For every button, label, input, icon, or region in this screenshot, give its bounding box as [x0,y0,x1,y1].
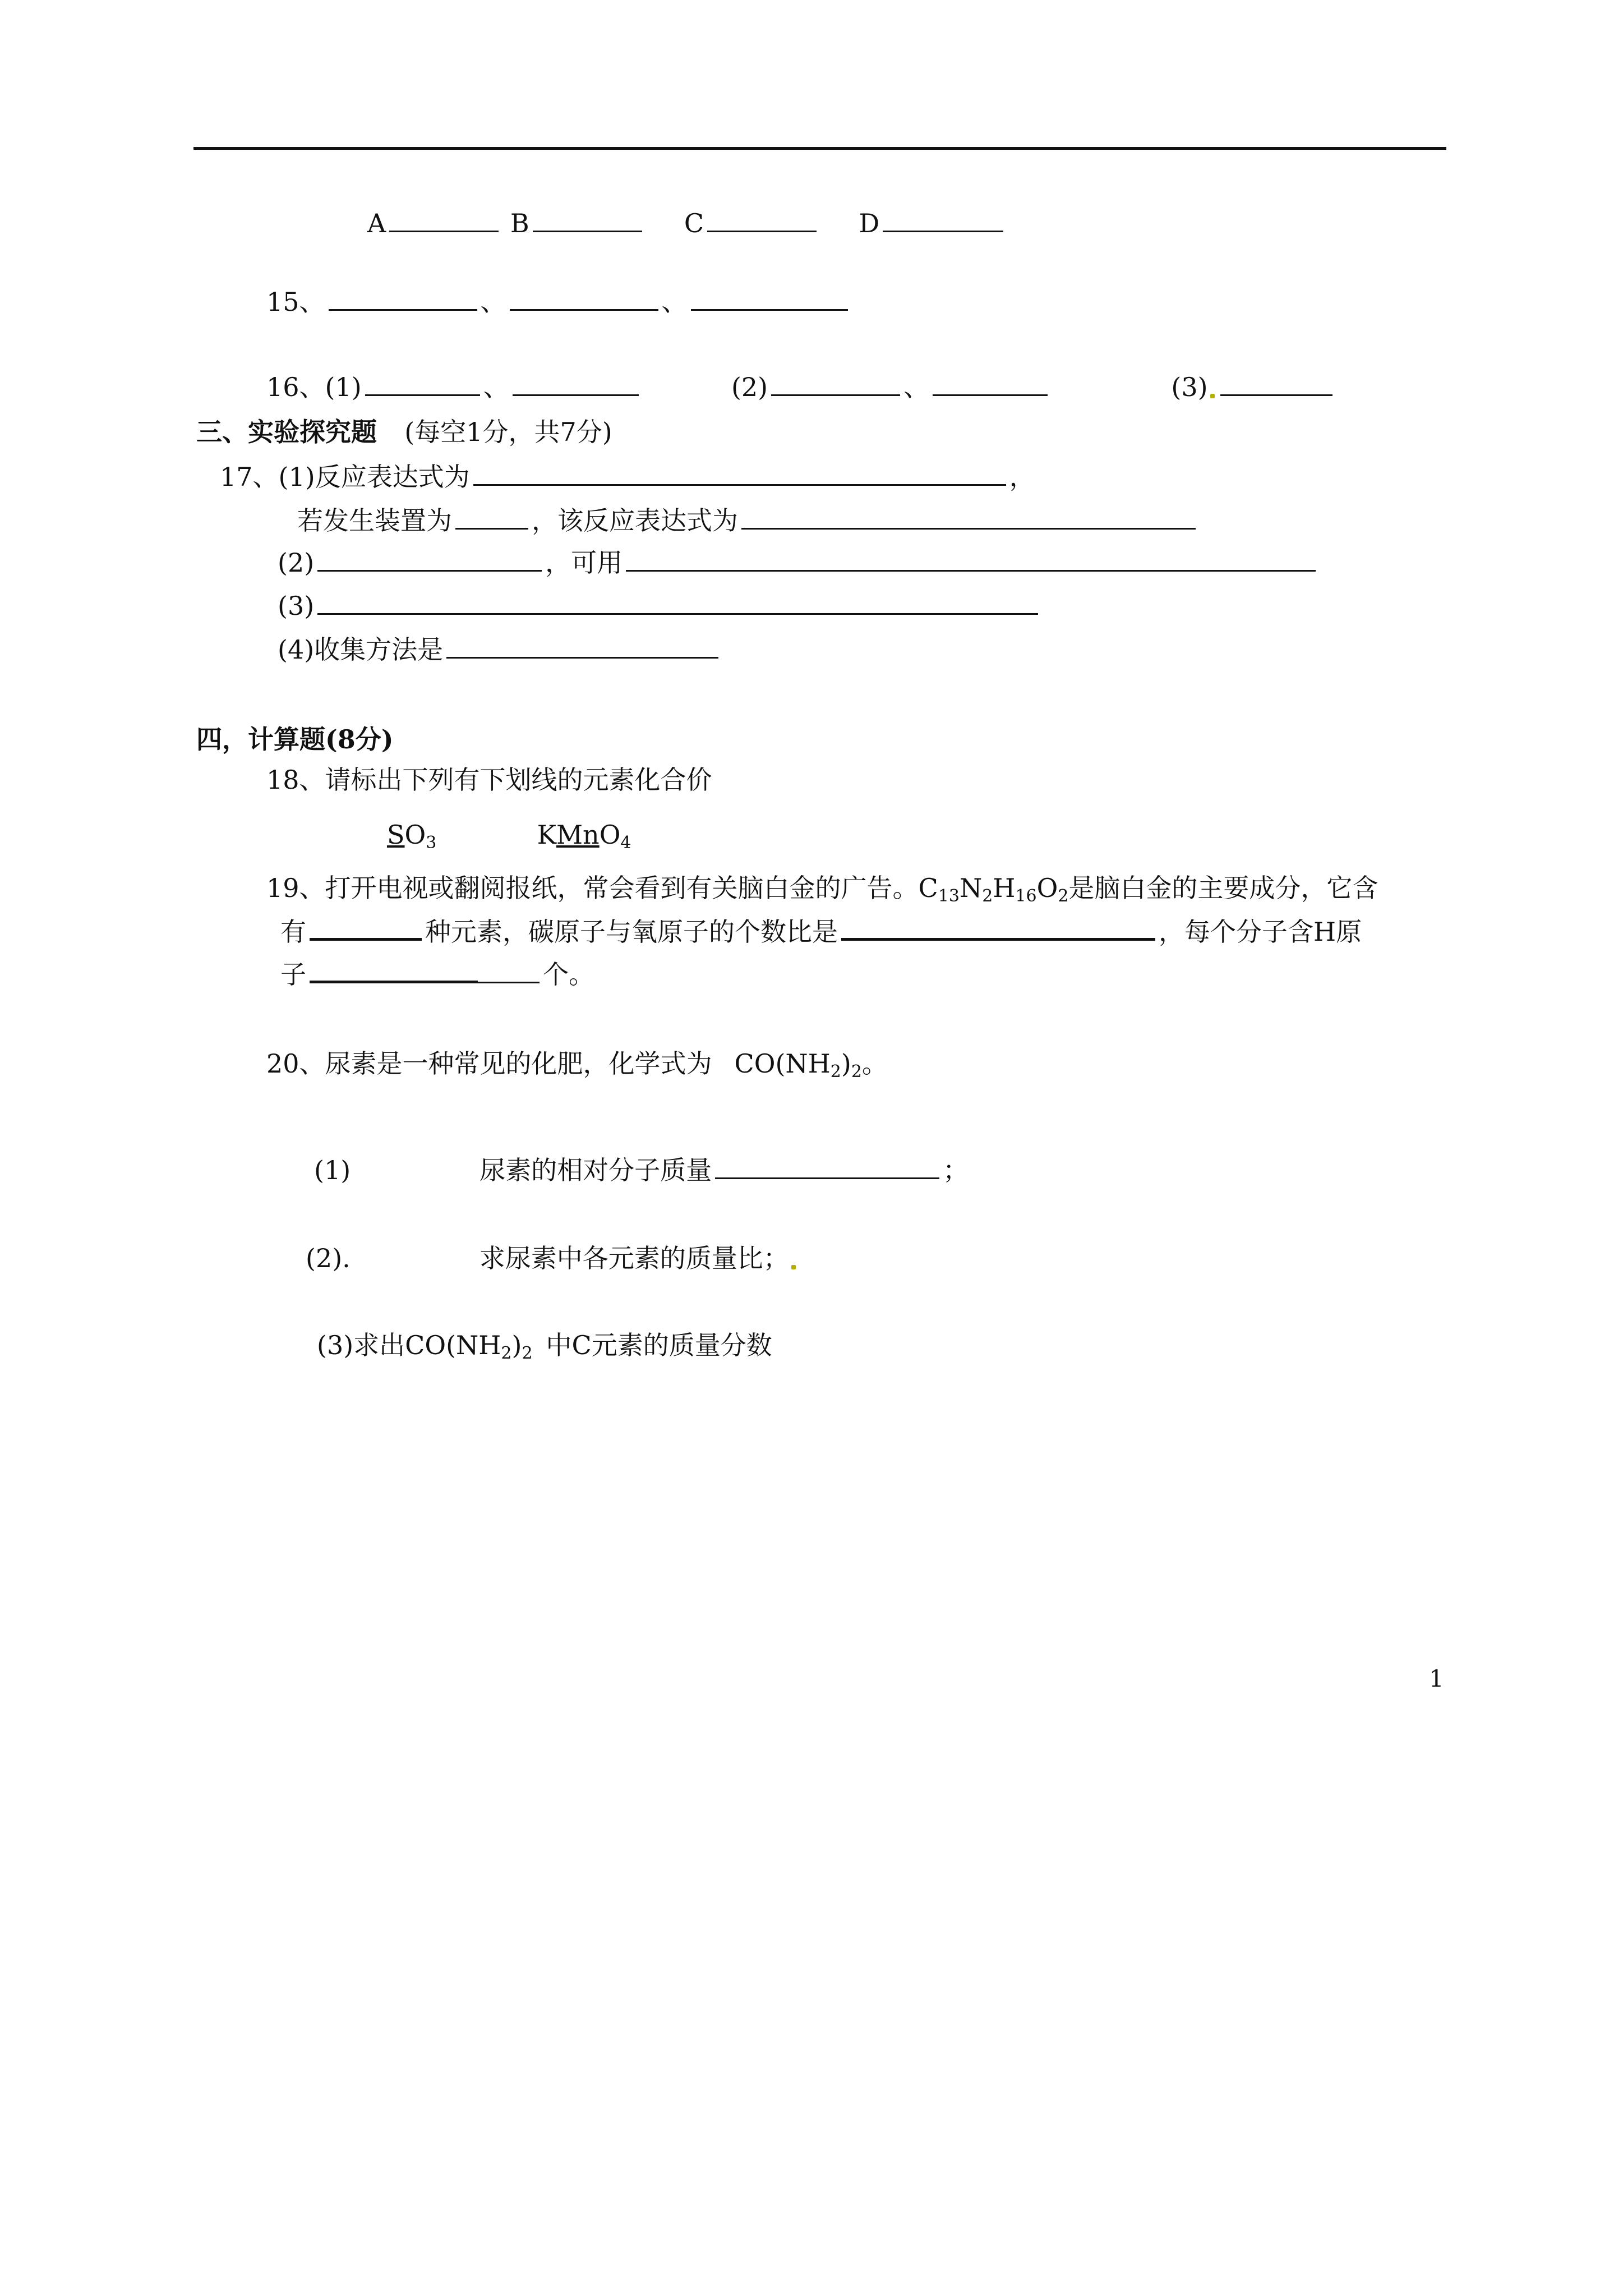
q19-text: 有 [280,917,306,947]
formula-subscript: 2 [522,1343,533,1363]
formula-subscript: 2 [1058,886,1069,906]
formula-part: O [1036,873,1058,903]
q15-sep: 、 [480,287,506,317]
q19-text: 个。 [543,959,594,990]
section-4-title: 四，计算题(8分) [196,724,394,754]
formula-subscript: 13 [938,886,960,906]
underlined-element: Mn [556,820,600,850]
q15-number: 15、 [266,287,325,317]
formula-subscript: 2 [830,1062,841,1082]
q15-sep: 、 [661,287,688,317]
option-a-blank[interactable] [389,208,499,232]
q20-3-text: 中C元素的质量分数 [546,1330,772,1360]
q16-sep: 、 [483,372,509,402]
formula-part: O [599,820,621,850]
q15-blank-2[interactable] [510,287,658,311]
q17-part-4: (4)收集方法是 [278,634,444,665]
q16-part-2: (2) [731,372,768,402]
formula-part: ) [841,1048,851,1079]
q17-2-blank-1[interactable] [317,547,542,572]
question-15 [266,286,851,318]
question-16 [266,371,1336,403]
stray-dot [791,1265,796,1269]
option-d-label: D [859,208,880,238]
formula-subscript: 16 [1015,886,1037,906]
q19-text: 是脑白金的主要成分，它含 [1068,873,1378,903]
q19-text: 种元素，碳原子与氧原子的个数比是 [425,917,838,947]
q17-line-5 [278,634,722,665]
q17-part-3: (3) [278,591,315,621]
q16-sep: 、 [903,372,930,402]
formula-subscript: 2 [501,1343,512,1363]
q16-2-blank-1[interactable] [771,372,900,396]
page-number: 1 [1429,1665,1444,1692]
q19-text: 19、打开电视或翻阅报纸，常会看到有关脑白金的广告。 [266,873,919,903]
q20-sub-3 [317,1329,772,1361]
section-3-title: 三、实验探究题 [196,417,377,447]
q16-number: 16、(1) [266,372,362,402]
formula-part: K [537,820,556,850]
q17-line-1 [220,461,1035,493]
q20-1-blank[interactable] [715,1155,939,1179]
q17-expression-blank[interactable] [741,505,1196,530]
option-d-blank[interactable] [883,208,1003,232]
option-b-blank[interactable] [533,208,642,232]
formula-part: CO(NH [734,1048,831,1079]
q17-prompt: ，该反应表达式为 [532,505,738,536]
q19-h-count-blank-ext[interactable] [478,959,540,983]
formula-part: ) [511,1330,522,1360]
q19-line-2 [280,915,1362,947]
question-18: 18、请标出下列有下划线的元素化合价 [266,765,712,795]
formula-part: C [918,873,938,903]
question-20 [266,1048,888,1082]
q16-3-blank[interactable] [1220,372,1332,396]
header-rule [193,147,1446,150]
q17-3-blank[interactable] [317,591,1038,615]
q20-3-text: (3)求出 [317,1330,405,1360]
q17-2-blank-2[interactable] [626,547,1316,572]
q20-end: 。 [861,1048,888,1079]
q16-1-blank-1[interactable] [365,372,480,396]
q19-h-count-blank[interactable] [310,958,478,983]
q17-line-4 [278,590,1041,622]
q20-1-text: 尿素的相对分子质量 [479,1155,712,1185]
q17-prompt: 若发生装置为 [297,505,452,536]
section-3-heading [196,416,612,448]
q15-blank-1[interactable] [329,287,477,311]
q19-text: 子 [280,959,306,990]
options-line [367,208,1007,239]
q19-ratio-blank[interactable] [841,915,1155,941]
q20-text: 20、尿素是一种常见的化肥，化学式为 [266,1048,712,1079]
formula-part: H [993,873,1016,903]
q17-prompt: ，可用 [545,547,623,578]
option-a-label: A [367,208,386,238]
q20-sub-2 [306,1243,798,1274]
q20-part-2: (2). [306,1243,351,1273]
q15-blank-3[interactable] [691,287,848,311]
q19-text: ，每个分子含H原 [1159,917,1362,947]
formula-part: O [404,820,426,850]
formula-part: N [959,873,983,903]
stray-dot [1210,394,1215,398]
q16-part-3: (3) [1171,372,1208,402]
section-3-note: (每空1分，共7分) [404,417,612,447]
formula-so3 [387,819,437,853]
q17-line-3 [278,547,1319,578]
q20-sub-1 [314,1154,969,1186]
q17-comma: ， [1009,462,1035,492]
q19-element-count-blank[interactable] [310,915,422,941]
q17-device-blank[interactable] [455,505,528,530]
formula-row [387,819,631,853]
q17-4-blank[interactable] [446,634,718,659]
q20-part-1: (1) [314,1155,351,1185]
q16-1-blank-2[interactable] [513,372,639,396]
formula-part: CO(NH [405,1330,501,1360]
option-b-label: B [510,208,529,238]
q17-line-2 [297,505,1199,536]
formula-kmno4 [537,819,631,853]
option-c-blank[interactable] [707,208,817,232]
formula-subscript: 4 [620,833,631,853]
formula-melatonin [919,872,1069,904]
q17-1-blank[interactable] [473,462,1006,486]
formula-urea [734,1048,862,1082]
q16-2-blank-2[interactable] [933,372,1048,396]
q20-2-text: 求尿素中各元素的质量比； [479,1243,789,1273]
option-c-label: C [684,208,704,238]
formula-subscript: 2 [982,886,993,906]
formula-subscript: 2 [851,1062,862,1082]
q17-part-2: (2) [278,547,315,578]
q19-line-1 [266,872,1378,904]
formula-subscript: 3 [426,833,437,853]
q17-prompt: 17、(1)反应表达式为 [220,462,470,492]
q20-1-end: ； [943,1155,969,1185]
q19-line-3 [280,958,594,990]
underlined-element: S [387,820,405,850]
formula-urea [405,1329,532,1361]
